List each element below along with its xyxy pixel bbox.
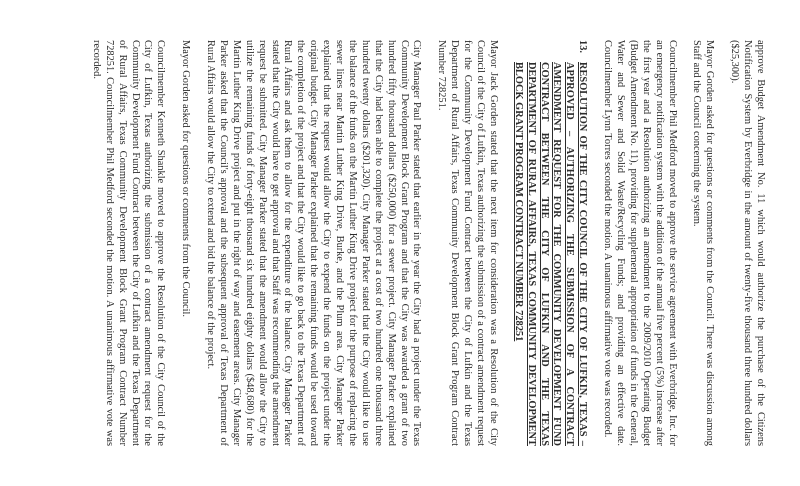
paragraph-motion-everbridge: Councilmember Phil Medford moved to approve the service agreement with Everbridge, Inc. for an emergency notification system with the addition of the annual five percent (5%) increase after the first year and a Resolution authorizing an amendment to the 2009/2010 Operating Budget (Budget Amendment No. 11), providing for supplemental appropriation of funds in the General, Water and Sewer and Solid Waste/Recycling Funds; and providing an effective date. Councilmember Lynn Torres seconded the motion. A unanimous affirmative vote was recorded. <box>602 40 678 446</box>
agenda-item-number: 13. <box>577 40 589 53</box>
paragraph-mayor-questions-1: Mayor Gorden asked for questions or comments from the Council. There was discussion among Staff and the Council concerning the system. <box>691 40 716 446</box>
paragraph-mayor-resolution: Mayor Jack Gorden stated that the next item for consideration was a Resolution of the City Council of the City of Lufkin, Texas authorizing the submission of a contract amendment request for the Community Development Fund Contract between the City of Lufkin and the Texas Department of Rural Affairs, Texas Community Development Block Grant Program Contract Number 728251. <box>436 40 499 446</box>
paragraph-city-manager-explanation: City Manager Paul Parker stated that earlier in the year the City had a project under the Texas Community Development Block Grant Program and that the City was awarded a grant of two hundred fifty thousand dollars ($250,000) for a sewer project. City Manager Parker explained that the City had been able to complete the project at a cost of two hundred one thousand three hundred twenty dollars ($201,320). City Manager Parker stated that the City would like to use the balance of the funds on the Martin Luther King Drive project for the purpose of replacing the sewer lines near Martin Luther King Drive, Burke, and the Plum area. City Manager Parker explained that the request would allow the City to expend the funds on the project under the original budget. City Manager Parker explained that the remaining funds would be used toward the completion of the project and that the City would like to go back to the Texas Department of Rural Affairs and ask them to allow for the expenditure of the balance. City Manager Parker stated that the City would have to get approval and that Staff was recommending the amendment request be submitted. City Manager Parker stated that the amendment would allow the City to utilize the remaining funds of forty-eight thousand six hundred eighty dollars ($48,680) for the Martin Luther King Drive project and put in the right of way and easement areas. City Manager Parker asked that the Council's approval and the subsequent approval of Texas Department of Rural Affairs would allow the City to extend and bid the balance of the project. <box>205 40 423 446</box>
paragraph-motion-resolution: Councilmember Kenneth Shankle moved to approve the Resolution of the City Council of the City of Lufkin, Texas authorizing the submission of a contract amendment request for the Community Development Fund Contract between the City of Lufkin and the Texas Department of Rural Affairs, Texas Community Development Block Grant Program Contract Number 728251. Councilmember Phil Medford seconded the motion. A unanimous affirmative vote was recorded. <box>90 40 167 446</box>
agenda-item-13 <box>511 40 588 446</box>
paragraph-budget-amendment: approve Budget Amendment No. 11 which would authorize the purchase of the Citizens Notification System by Everbridge in the amount of twenty-five thousand three hundred dollars ($25,300). <box>729 40 766 446</box>
paragraph-mayor-questions-2: Mayor Gorden asked for questions or comments from the Council. <box>180 40 192 318</box>
agenda-item-title: RESOLUTION OF THE CITY COUNCIL OF THE CITY OF LUFKIN, TEXAS – APPROVED – AUTHORIZING THE SUBMISSION OF A CONTRACT AMENDMENT REQUEST FOR THE COMMUNITY DEVELOPMENT FUND CONTRACT BETWEEN THE CITY OF LUFKIN AND THE TEXAS DEPARTMENT OF RURAL AFFAIRS, TEXAS COMMUNITY DEVELOPMENT BLOCK GRANT PROGRAM CONTRACT NUMBER 728251 <box>512 62 589 446</box>
